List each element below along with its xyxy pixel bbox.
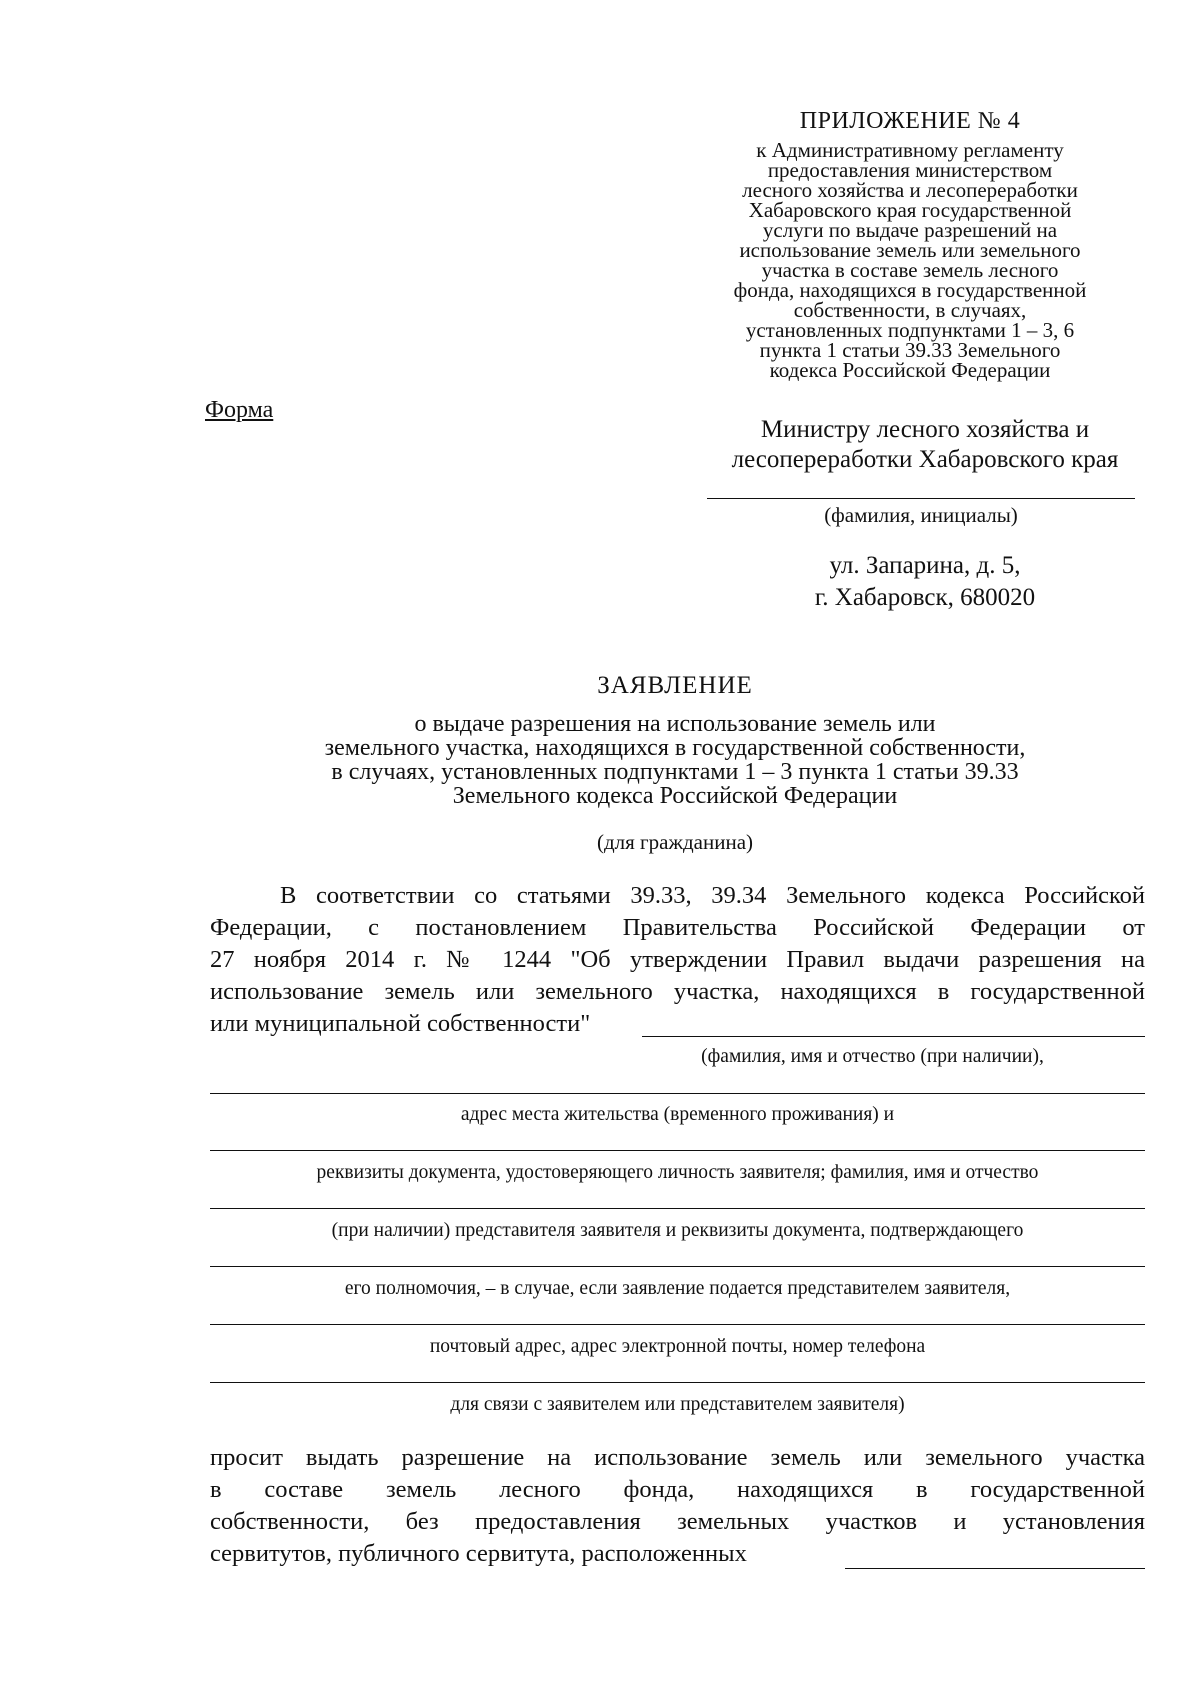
annex-line: предоставления министерством <box>767 158 1053 182</box>
paragraph-line: В соответствии со статьями 39.33, 39.34 Земельного кодекса Российской <box>280 882 1145 909</box>
body-paragraph-request <box>210 1442 1145 1570</box>
field-caption: адрес места жительства (временного проживания) и <box>460 1104 895 1125</box>
field-caption: (фамилия, имя и отчество (при наличии), <box>701 1046 1044 1067</box>
address-line: г. Хабаровск, 680020 <box>814 584 1036 611</box>
paragraph-line: просит выдать разрешение на использование земель или земельного участка <box>210 1444 1145 1471</box>
field-caption: реквизиты документа, удостоверяющего личность заявителя; фамилия, имя и отчество <box>316 1162 1039 1183</box>
annex-line: пункта 1 статьи 39.33 Земельного <box>759 338 1061 362</box>
annex-line: установленных подпунктами 1 – 3, 6 <box>745 318 1075 342</box>
fill-in-line[interactable] <box>210 1382 1145 1383</box>
annex-line: к Административному регламенту <box>756 138 1064 162</box>
subtitle-line: в случаях, установленных подпунктами 1 – 3 пункта 1 статьи 39.33 <box>331 759 1019 785</box>
addressee-name-blank[interactable] <box>707 498 1135 499</box>
field-caption: почтовый адрес, адрес электронной почты, номер телефона <box>429 1336 926 1357</box>
body-paragraph-legal-basis <box>210 880 1145 1040</box>
addressee-line: Министру лесного хозяйства и <box>760 416 1090 443</box>
addressee <box>680 415 1170 475</box>
field-caption: (при наличии) представителя заявителя и реквизиты документа, подтверждающего <box>331 1220 1024 1241</box>
recipient-address <box>740 550 1110 614</box>
paragraph-line: в составе земель лесного фонда, находящихся в государственной <box>210 1476 1145 1503</box>
annex-line: лесного хозяйства и лесопереработки <box>742 178 1078 202</box>
annex-description <box>700 140 1120 380</box>
fill-in-line[interactable] <box>210 1093 1145 1094</box>
field-caption: его полномочия, – в случае, если заявление подается представителем заявителя, <box>344 1278 1011 1299</box>
annex-line: собственности, в случаях, <box>793 298 1027 322</box>
address-line: ул. Запарина, д. 5, <box>829 552 1021 579</box>
paragraph-line: использование земель или земельного участка, находящихся в государственной <box>210 978 1145 1005</box>
subtitle-line: о выдаче разрешения на использование земель или <box>414 711 936 737</box>
fill-in-line[interactable] <box>210 1150 1145 1151</box>
subtitle-line: земельного участка, находящихся в государственной собственности, <box>324 735 1026 761</box>
document-subtitle <box>200 712 1150 808</box>
document-title: ЗАЯВЛЕНИЕ <box>597 672 753 699</box>
paragraph-line: собственности, без предоставления земельных участков и установления <box>210 1508 1145 1535</box>
location-blank[interactable] <box>845 1568 1145 1569</box>
paragraph-line: 27 ноября 2014 г. № 1244 "Об утверждении Правил выдачи разрешения на <box>210 946 1145 973</box>
annex-line: фонда, находящихся в государственной <box>733 278 1087 302</box>
paragraph-line: сервитутов, публичного сервитута, расположенных <box>210 1540 747 1567</box>
annex-line: использование земель или земельного <box>739 238 1081 262</box>
paragraph-line: или муниципальной собственности" <box>210 1010 591 1037</box>
paragraph-line: Федерации, с постановлением Правительства Российской Федерации от <box>210 914 1145 941</box>
annex-line: участка в составе земель лесного <box>761 258 1059 282</box>
applicant-name-blank[interactable] <box>642 1036 1145 1037</box>
annex-line: кодекса Российской Федерации <box>769 358 1051 382</box>
field-caption: для связи с заявителем или представителем заявителя) <box>450 1394 905 1415</box>
annex-line: услуги по выдаче разрешений на <box>762 218 1058 242</box>
form-label: Форма <box>205 397 274 423</box>
fill-in-line[interactable] <box>210 1324 1145 1325</box>
annex-title: ПРИЛОЖЕНИЕ № 4 <box>799 108 1021 134</box>
annex-line: Хабаровского края государственной <box>748 198 1072 222</box>
subtitle-line: Земельного кодекса Российской Федерации <box>452 783 898 809</box>
addressee-name-hint: (фамилия, инициалы) <box>824 503 1018 527</box>
addressee-line: лесопереработки Хабаровского края <box>731 446 1119 473</box>
applicant-type: (для гражданина) <box>596 830 754 854</box>
fill-in-line[interactable] <box>210 1208 1145 1209</box>
fill-in-line[interactable] <box>210 1266 1145 1267</box>
